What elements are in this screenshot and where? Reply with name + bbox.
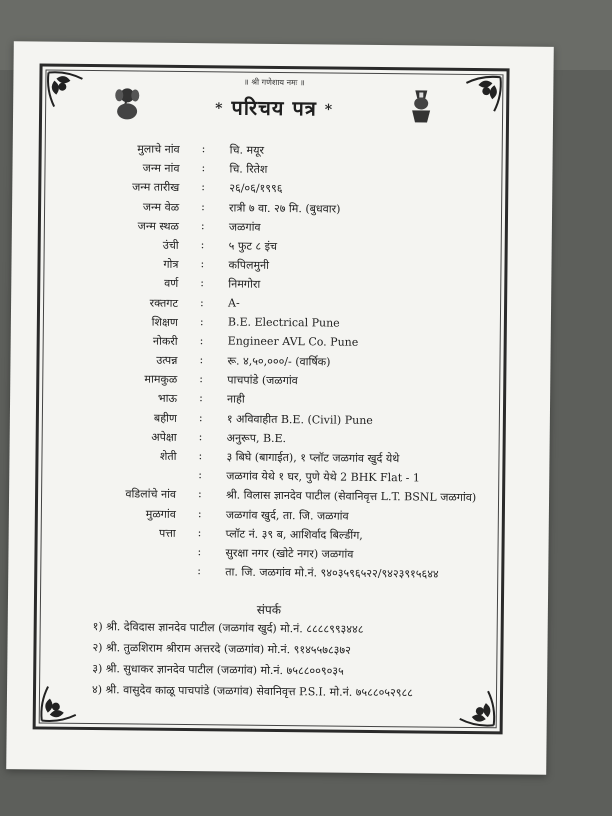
detail-value: जळगांव खुर्द, ता. जि. जळगांव: [225, 508, 349, 523]
detail-colon: :: [201, 161, 206, 175]
detail-value: नाही: [227, 392, 245, 407]
detail-label: जन्म वेळ: [142, 200, 180, 214]
detail-value: B.E. Electrical Pune: [227, 315, 340, 330]
detail-label: भाऊ: [157, 392, 178, 406]
detail-colon: :: [197, 506, 202, 520]
detail-colon: :: [200, 276, 205, 290]
detail-colon: :: [197, 564, 202, 578]
detail-colon: :: [201, 199, 205, 213]
detail-label: अपेक्षा: [151, 430, 177, 444]
detail-colon: :: [198, 410, 203, 424]
detail-label: शेती: [159, 449, 177, 463]
detail-colon: :: [200, 238, 205, 252]
contact-item: ३) श्री. सुधाकर ज्ञानदेव पाटील (जळगांव) मो.नं. ७५८८००९०३५: [92, 662, 344, 678]
biodata-sheet: [6, 41, 554, 775]
floral-corner-icon: [454, 685, 498, 729]
detail-label: [90, 467, 176, 468]
detail-label: [90, 544, 176, 545]
detail-colon: :: [201, 180, 206, 194]
detail-colon: :: [199, 314, 204, 328]
detail-value: अनुरूप, B.E.: [226, 431, 287, 445]
contact-item: १) श्री. देविदास ज्ञानदेव पाटील (जळगांव खुर्द) मो.नं. ८८८८९९३४४८: [92, 620, 364, 636]
detail-label: मुलाचे नांव: [137, 142, 180, 156]
detail-value: श्री. विलास ज्ञानदेव पाटील (सेवानिवृत्त L.T. BSNL जळगांव): [226, 488, 477, 505]
star-right-icon: *: [324, 101, 334, 119]
detail-row: [37, 563, 501, 587]
decorative-border: [33, 63, 510, 734]
detail-value: ३ बिघे (बागाईत), १ प्लॉट जळगांव खुर्द येथे: [226, 450, 400, 466]
detail-colon: :: [200, 295, 204, 309]
detail-label: [89, 563, 175, 564]
floral-corner-icon: [38, 680, 82, 724]
detail-colon: :: [197, 525, 202, 539]
detail-colon: :: [200, 218, 205, 232]
title-text: परिचय पत्र: [231, 95, 317, 121]
detail-label: रक्तगट: [149, 296, 179, 310]
detail-value: कपिलमुनी: [228, 258, 270, 273]
detail-value: जळगांव येथे १ घर, पुणे येथे 2 BHK Flat - 1: [226, 469, 420, 485]
detail-colon: :: [198, 449, 203, 463]
invocation-line: ॥ श्री गणेशाय नमः ॥: [243, 77, 305, 88]
detail-label: बहीण: [153, 411, 177, 425]
detail-value: पाचपांडे (जळगांव: [227, 373, 298, 388]
detail-value: निमगोरा: [228, 277, 261, 292]
detail-value: रात्री ७ वा. २७ मि. (बुधवार): [229, 201, 341, 216]
detail-label: गोत्र: [163, 257, 179, 272]
detail-colon: :: [197, 545, 202, 559]
detail-label: शिक्षण: [151, 315, 178, 329]
detail-label: वर्ण: [164, 277, 179, 291]
star-left-icon: *: [215, 100, 224, 117]
detail-label: जन्म स्थळ: [137, 219, 179, 233]
detail-label: मामकुळ: [144, 372, 178, 387]
detail-label: मुळगांव: [145, 507, 176, 521]
detail-value: ता. जि. जळगांव मो.नं. ९४०३५९६५२२/९४२३९१५६४४: [225, 565, 439, 581]
detail-value: १ अविवाहीत B.E. (Civil) Pune: [226, 412, 373, 427]
detail-value: चि. रितेश: [229, 162, 268, 177]
detail-colon: :: [201, 142, 206, 156]
detail-colon: :: [198, 468, 203, 482]
detail-value: चि. मयूर: [229, 143, 265, 157]
detail-colon: :: [200, 257, 205, 271]
detail-colon: :: [198, 429, 203, 444]
detail-label: नोकरी: [152, 334, 178, 348]
detail-value: २६/०६/१९९६: [229, 181, 283, 196]
details-list: [37, 140, 506, 586]
contacts-list: [92, 619, 414, 706]
detail-label: जन्म तारीख: [132, 180, 180, 195]
detail-value: A-: [228, 295, 240, 310]
contact-item: ४) श्री. वासुदेव काळू पाचपांडे (जळगांव) सेवानिवृत्त P.S.I. मो.नं. ७५८८०५२९८८: [91, 683, 413, 700]
contacts-heading: संपर्क: [256, 602, 282, 618]
detail-value: प्लॉट नं. ३९ ब, आशिर्वाद बिल्डींग,: [225, 527, 363, 542]
detail-value: रू. ४,५०,०००/- (वार्षिक): [227, 354, 331, 369]
page-title: [42, 91, 506, 123]
detail-colon: :: [199, 334, 204, 348]
detail-label: पत्ता: [158, 526, 176, 540]
detail-value: सुरक्षा नगर (खोटे नगर) जळगांव: [225, 546, 354, 561]
detail-value: जळगांव: [228, 220, 261, 234]
detail-colon: :: [199, 353, 204, 367]
detail-colon: :: [198, 487, 202, 501]
detail-label: वडिलांचे नांव: [125, 487, 177, 502]
detail-label: उंची: [162, 238, 179, 252]
detail-colon: :: [199, 391, 203, 405]
detail-label: उत्पन्न: [156, 353, 178, 367]
detail-colon: :: [199, 372, 204, 386]
contact-item: २) श्री. तुळशिराम श्रीराम अत्तरदे (जळगांव) मो.नं. ९१४५५७८३७२: [92, 641, 351, 657]
detail-value: ५ फुट ८ इंच: [228, 239, 278, 253]
detail-label: जन्म नांव: [142, 161, 180, 176]
detail-value: Engineer AVL Co. Pune: [227, 334, 359, 349]
